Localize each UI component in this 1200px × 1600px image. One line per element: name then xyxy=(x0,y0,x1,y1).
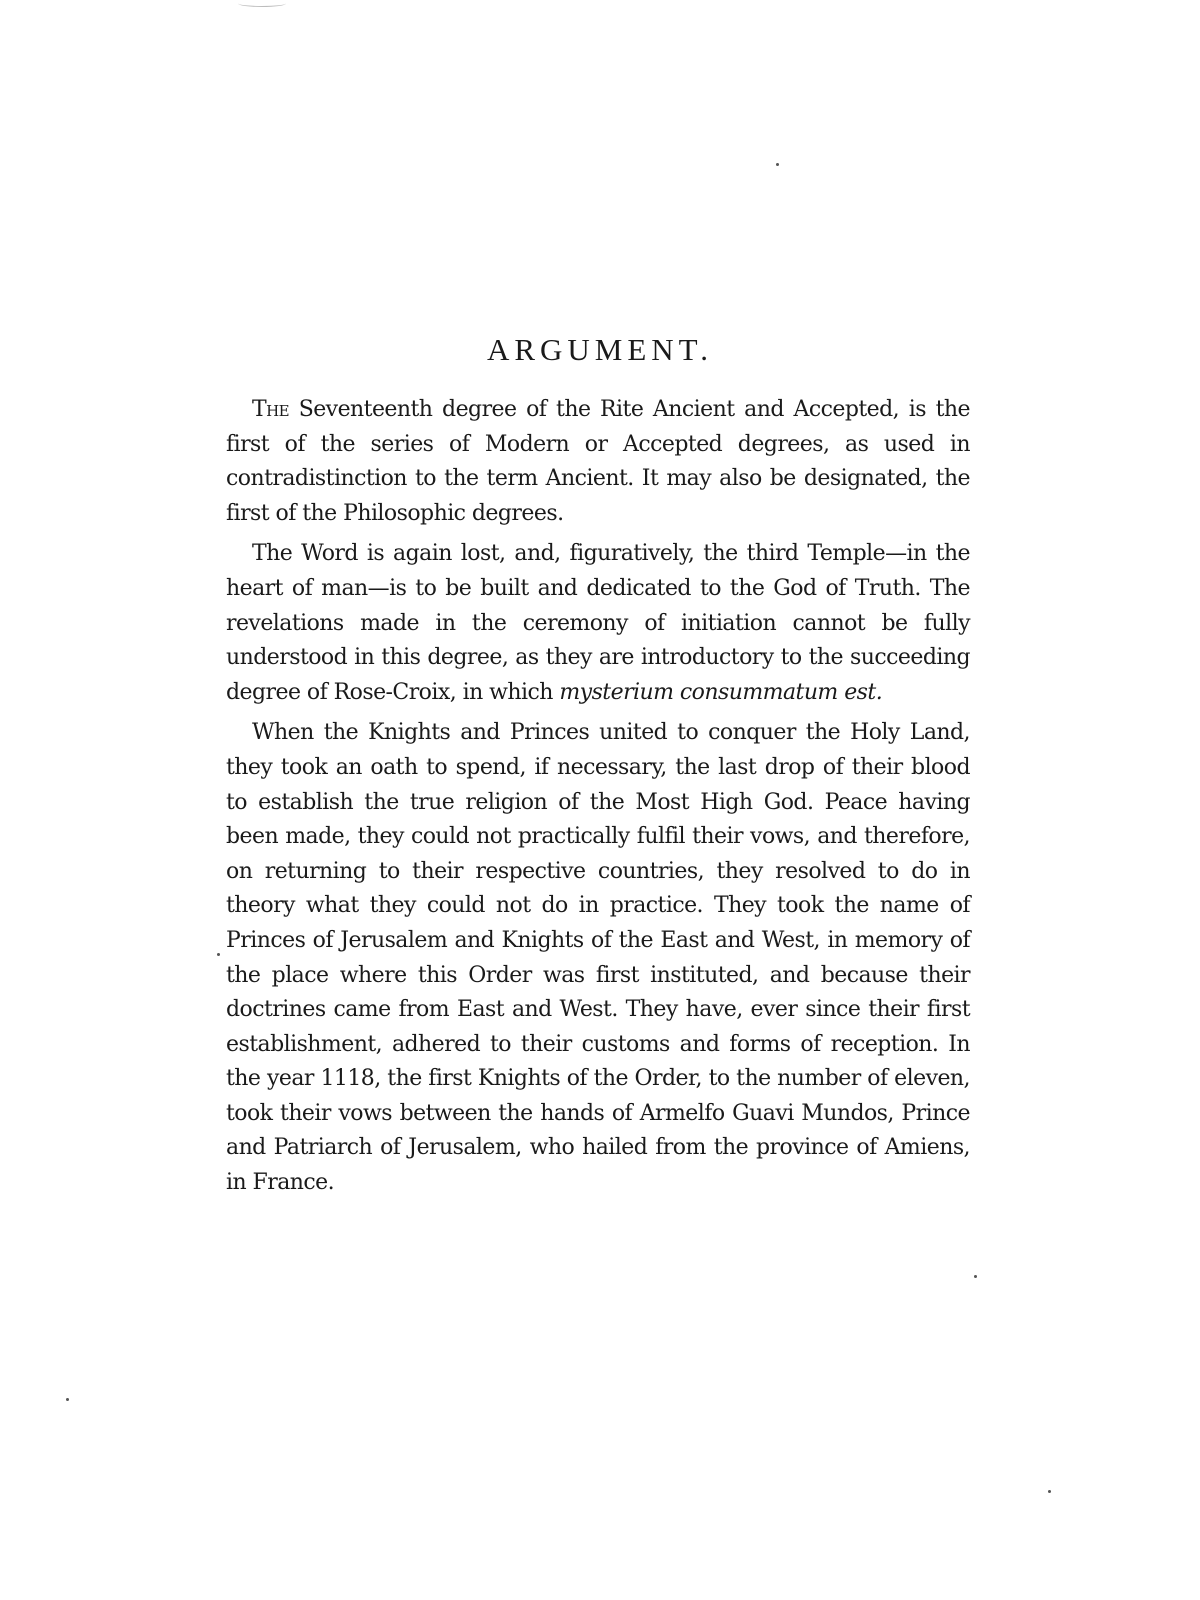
paragraph-3 xyxy=(226,716,970,1200)
scan-speck xyxy=(974,1275,977,1278)
page-heading: ARGUMENT. xyxy=(486,332,714,367)
paragraph-1 xyxy=(226,393,970,531)
paragraph-2 xyxy=(226,537,970,710)
scan-speck xyxy=(1048,1490,1051,1493)
scan-speck xyxy=(66,1398,69,1401)
margin-mark xyxy=(238,0,286,7)
scan-speck xyxy=(776,163,779,166)
paragraph-2-italic: mysterium consummatum est. xyxy=(559,679,883,705)
paragraph-2-text: The Word is again lost, and, figuratively, the third Temple—in the heart of man—is to be built and dedicated to the God of Truth. The revelations made in the ceremony of initiation cannot be fully understood in this degree, as they are introductory to the succeeding degree of Rose-Croix, in which xyxy=(226,541,970,705)
paragraph-3-text: When the Knights and Princes united to conquer the Holy Land, they took an oath to spend, if necessary, the last drop of their blood to establish the true religion of the Most High God. Peace having been made, they could not practically fulfil their vows, and therefore, on returning to their respective countries, they resolved to do in theory what they could not do in practice. They took the name of Princes of Jerusalem and Knights of the East and West, in memory of the place where this Order was first instituted, and because their doctrines came from East and West. They have, ever since their first establishment, adhered to their customs and forms of reception. In the year 1118, the first Knights of the Order, to the number of eleven, took their vows between the hands of Armelfo Guavi Mundos, Prince and Patriarch of Jerusalem, who hailed from the province of Amiens, in France. xyxy=(226,720,970,1196)
argument-text xyxy=(226,393,970,1201)
scan-speck xyxy=(217,953,220,956)
paragraph-1-text: Seventeenth degree of the Rite Ancient and Accepted, is the first of the series of Modern or Accepted degrees, as used in contradistinction to the term Ancient. It may also be designated, the first of the Philosophic degrees. xyxy=(226,397,970,526)
paragraph-1-lead: The xyxy=(252,397,290,422)
